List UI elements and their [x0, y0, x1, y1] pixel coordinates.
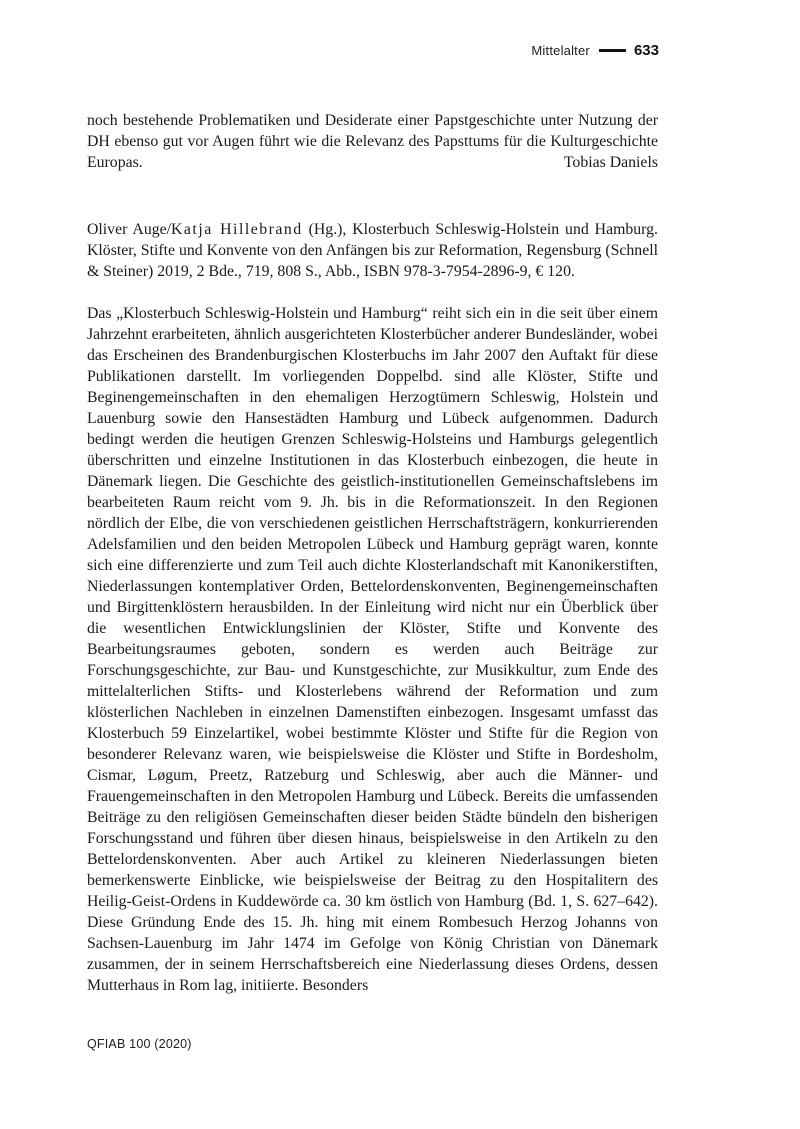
editor-separator: /: [166, 221, 172, 238]
previous-review-end: [87, 110, 658, 173]
journal-footer: QFIAB 100 (2020): [87, 1037, 192, 1051]
citation-details: (Hg.), Klosterbuch Schleswig-Holstein und Hamburg. Klöster, Stifte und Konvente von den Anfängen bis zur Reformation, Regensburg (Schnell & Steiner) 2019, 2 Bde., 719, 808 S., Abb., ISBN 978-3-7954-2896-9, € 120.: [87, 221, 658, 280]
review-body: [87, 303, 658, 996]
running-header: [531, 42, 659, 59]
previous-review-text: noch bestehende Problematiken und Desiderate einer Papstgeschichte unter Nutzung der DH ebenso gut vor Augen führt wie die Relevanz des Papsttums für die Kulturgeschichte Europas.: [87, 112, 658, 171]
section-title: Mittelalter: [531, 43, 590, 58]
reviewer-signature: Tobias Daniels: [563, 154, 658, 171]
citation-paragraph: [87, 219, 658, 282]
editor-first: Oliver Auge: [87, 221, 167, 238]
book-citation: [87, 219, 658, 282]
editor-second: Katja Hillebrand: [171, 221, 303, 238]
review-paragraph: Das „Klosterbuch Schleswig-Holstein und Hamburg“ reiht sich ein in die seit über einem Jahrzehnt erarbeiteten, ähnlich ausgerichteten Klosterbücher anderer Bundesländer, wobei das Erscheinen des Brandenburgischen Klosterbuchs im Jahr 2007 den Auftakt für diese Publikationen darstellt. Im vorliegenden Doppelbd. sind alle Klöster, Stifte und Beginengemeinschaften in den ehemaligen Herzogtümern Schleswig, Holstein und Lauenburg sowie den Hansestädten Hamburg und Lübeck aufgenommen. Dadurch bedingt werden die heutigen Grenzen Schleswig-Holsteins und Hamburgs gelegentlich überschritten und einzelne Institutionen in das Klosterbuch einbezogen, die heute in Dänemark liegen. Die Geschichte des geistlich-institutionellen Gemeinschaftslebens im bearbeiteten Raum reicht vom 9. Jh. bis in die Reformationszeit. In den Regionen nördlich der Elbe, die von verschiedenen geistlichen Herrschaftsträgern, konkurrierenden Adelsfamilien und den beiden Metropolen Lübeck und Hamburg geprägt waren, konnte sich eine differenzierte und zum Teil auch dichte Klosterlandschaft mit Kanonikerstiften, Niederlassungen kontemplativer Orden, Bettelordenskonventen, Beginengemeinschaften und Birgittenklöstern herausbilden. In der Einleitung wird nicht nur ein Überblick über die wesentlichen Entwicklungslinien der Klöster, Stifte und Konvente des Bearbeitungsraumes geboten, sondern es werden auch Beiträge zur Forschungsgeschichte, zur Bau- und Kunstgeschichte, zur Musikkultur, zum Ende des mittelalterlichen Stifts- und Klosterlebens während der Reformation und zum klösterlichen Nachleben in einzelnen Damenstiften einbezogen. Insgesamt umfasst das Klosterbuch 59 Einzelartikel, wobei bestimmte Klöster und Stifte für die Region von besonderer Relevanz waren, wie beispielsweise die Klöster und Stifte in Bordesholm, Cismar, Løgum, Preetz, Ratzeburg und Schleswig, aber auch die Männer- und Frauengemeinschaften in den Metropolen Hamburg und Lübeck. Bereits die umfassenden Beiträge zu den religiösen Gemeinschaften dieser beiden Städte bündeln den bisherigen Forschungsstand und führen über diesen hinaus, beispielsweise in den Artikeln zu den Bettelordenskonventen. Aber auch Artikel zu kleineren Niederlassungen bieten bemerkenswerte Einblicke, wie beispielsweise der Beitrag zu den Hospitalitern des Heilig-Geist-Ordens in Kuddewörde ca. 30 km östlich von Hamburg (Bd. 1, S. 627–642). Diese Gründung Ende des 15. Jh. hing mit einem Rombesuch Herzog Johanns von Sachsen-Lauenburg im Jahr 1474 im Gefolge von König Christian von Dänemark zusammen, der in seinem Herrschaftsbereich eine Niederlassung dieses Ordens, dessen Mutterhaus in Rom lag, initiierte. Besonders: [87, 305, 658, 994]
page-number: 633: [633, 42, 659, 59]
header-rule: [599, 49, 626, 52]
